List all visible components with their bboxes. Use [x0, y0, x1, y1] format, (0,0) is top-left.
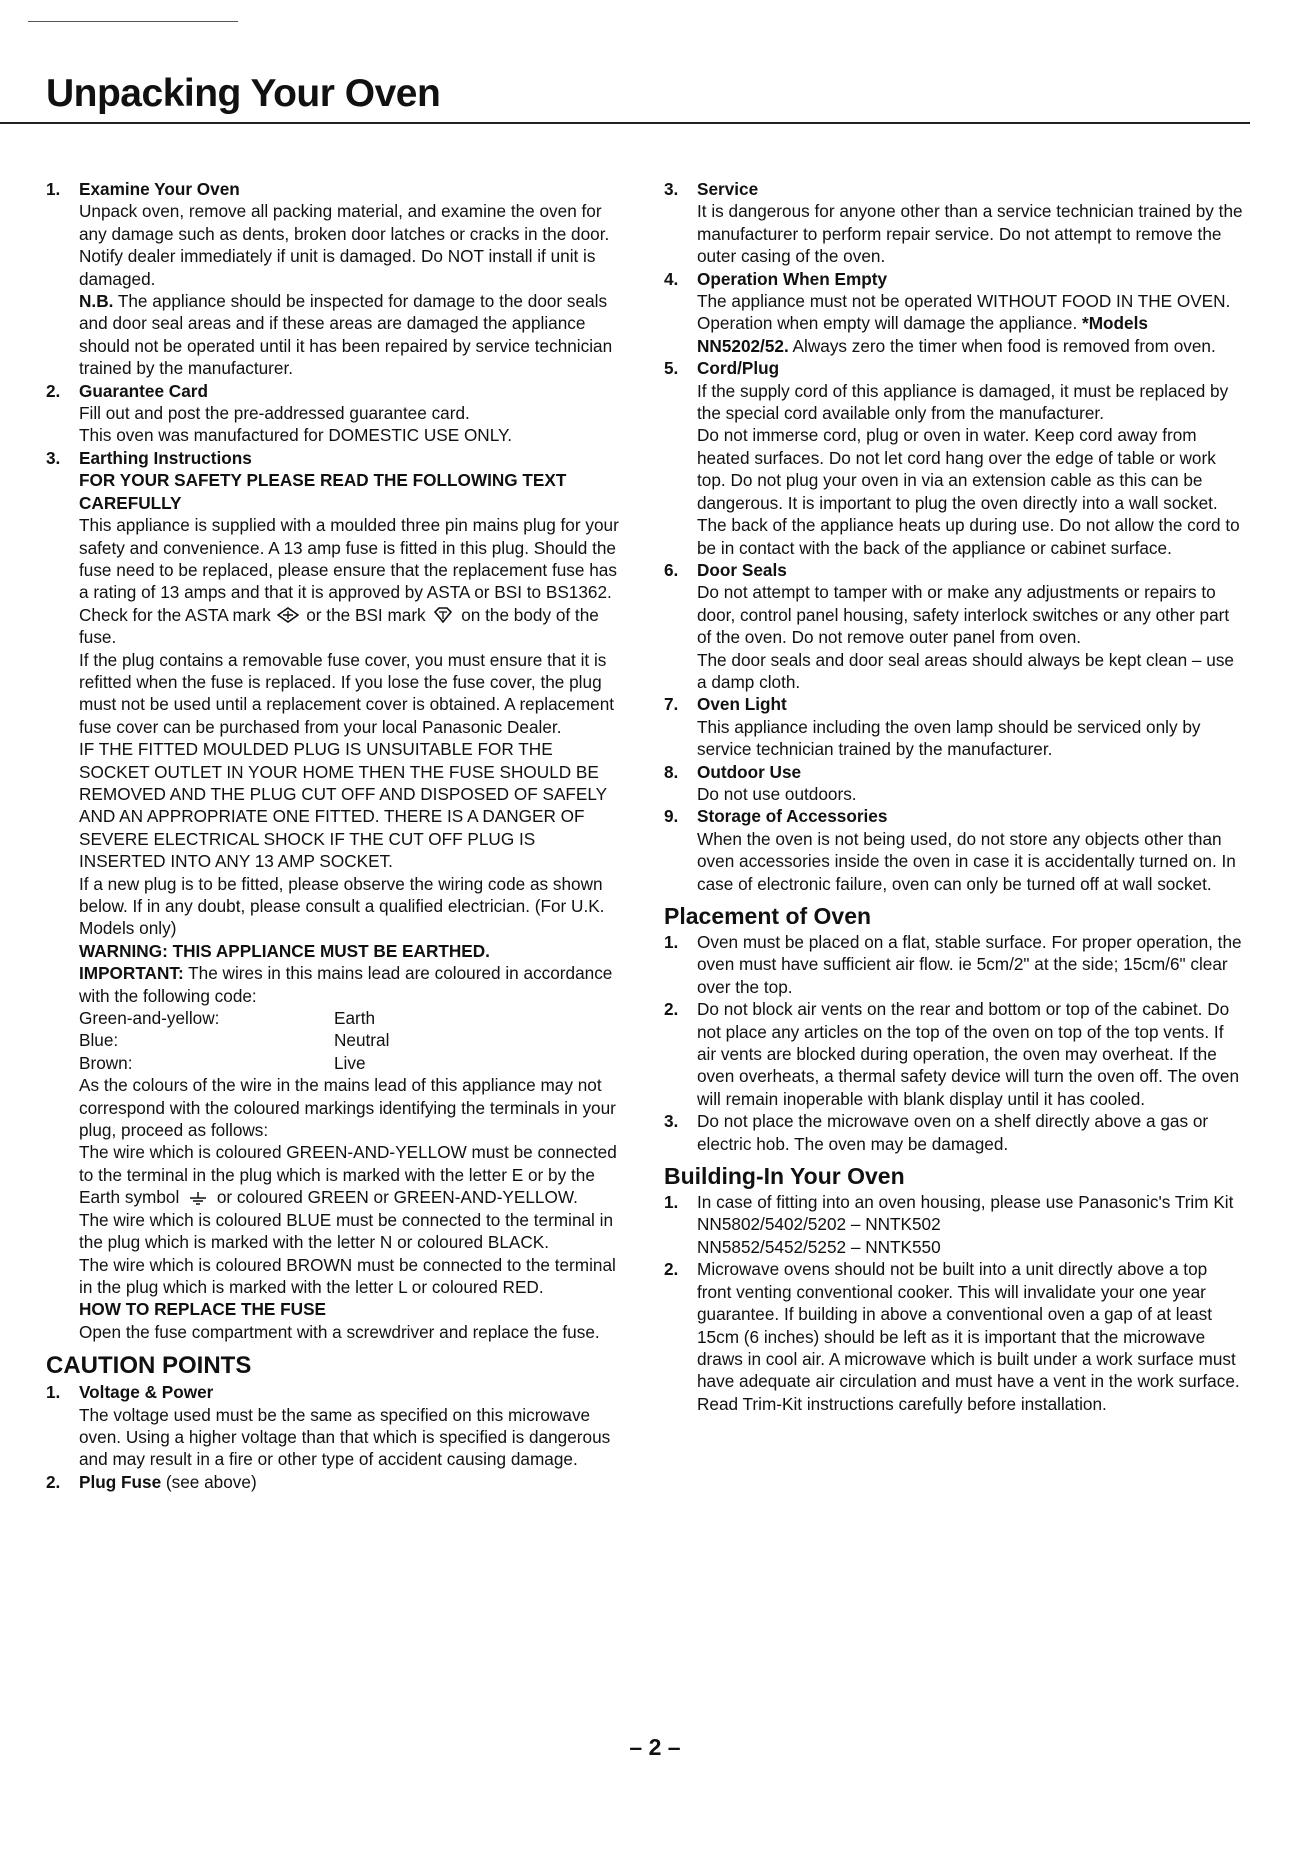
paragraph	[79, 1141, 626, 1208]
section-heading: Cord/Plug	[697, 358, 780, 379]
trim-kit-model: NN5802/5402/5202 – NNTK502	[697, 1214, 941, 1235]
paragraph: If the plug contains a removable fuse cover, you must ensure that it is refitted when the fuse is replaced. If you lose the fuse cover, the plug must not be used until a replacement cover is obtained. A replacement fuse cover can be purchased from your local Panasonic Dealer.	[79, 649, 615, 737]
section-heading: Voltage & Power	[79, 1382, 214, 1403]
section-voltage-power	[46, 1381, 626, 1471]
section-heading: Door Seals	[697, 559, 787, 580]
item-number: 1.	[46, 1382, 61, 1403]
wire-role: Earth	[334, 1008, 376, 1029]
paragraph: If the supply cord of this appliance is damaged, it must be replaced by the special cord available only from the manufacturer.	[697, 380, 1229, 424]
paragraph: Oven must be placed on a flat, stable surface. For proper operation, the oven must have sufficient air flow. ie 5cm/2" at the side; 15cm/6" clear over the top.	[697, 932, 1242, 997]
building-item	[664, 1258, 1244, 1415]
wire-color: Brown:	[79, 1052, 133, 1073]
wire-code-table	[79, 1007, 626, 1074]
paragraph	[79, 514, 626, 648]
paragraph: In case of fitting into an oven housing, please use Panasonic's Trim Kit	[697, 1192, 1234, 1213]
important-label: IMPORTANT:	[79, 963, 184, 984]
page-title: Unpacking Your Oven	[46, 72, 441, 115]
page-number: – 2 –	[629, 1734, 681, 1760]
building-item	[664, 1191, 1244, 1258]
section-heading: Examine Your Oven	[79, 179, 240, 199]
item-number: 2.	[664, 1259, 679, 1280]
item-number: 2.	[664, 999, 679, 1020]
section-heading: Plug Fuse	[79, 1471, 162, 1492]
item-number: 8.	[664, 761, 679, 782]
paragraph-text: or coloured GREEN or GREEN-AND-YELLOW.	[216, 1187, 578, 1208]
placement-item	[664, 931, 1244, 998]
paragraph: Fill out and post the pre-addressed guarantee card.	[79, 403, 470, 424]
paragraph: Unpack oven, remove all packing material, and examine the oven for any damage such as dents, broken door latches or cracks in the door. Notify dealer immediately if unit is damaged. Do NOT install if unit is damaged.	[79, 201, 610, 289]
paragraph-text: on the body of the fuse.	[79, 604, 599, 648]
caps-warning-paragraph: IF THE FITTED MOULDED PLUG IS UNSUITABLE FOR THE SOCKET OUTLET IN YOUR HOME THEN THE FUSE SHOULD BE REMOVED AND THE PLUG CUT OFF AND DISPOSED OF SAFELY AND AN APPROPRIATE ONE FITTED. THERE IS A DANGER OF SEVERE ELECTRICAL SHOCK IF THE CUT OFF PLUG IS INSERTED INTO ANY 13 AMP SOCKET.	[79, 739, 607, 872]
replace-fuse-heading: HOW TO REPLACE THE FUSE	[79, 1299, 327, 1320]
paragraph: The wire which is coloured BLUE must be connected to the terminal in the plug which is marked with the letter N or coloured BLACK.	[79, 1209, 614, 1253]
paragraph-text: This appliance is supplied with a moulded three pin mains plug for your safety and convenience. A 13 amp fuse is fitted in this plug. Should the fuse need to be replaced, please ensure that the replacement fuse has a rating of 13 amps and that it is approved by ASTA or BSI to BS1362. Check for the ASTA mark	[79, 515, 619, 625]
item-number: 2.	[46, 380, 61, 401]
section-outdoor-use	[664, 761, 1244, 806]
paragraph-text: The appliance must not be operated WITHOUT FOOD IN THE OVEN. Operation when empty will damage the appliance.	[697, 291, 1231, 334]
section-plug-fuse	[46, 1471, 626, 1493]
paragraph: Microwave ovens should not be built into a unit directly above a top front venting conventional cooker. This will invalidate your one year guarantee. If building in above a conventional oven a gap of at least 15cm (6 inches) should be left as it is important that the microwave draws in cool air. A microwave which is built under a work surface must have adequate air circulation and must have a vent in the work surface. Read Trim-Kit instructions carefully before installation.	[697, 1259, 1240, 1414]
section-cord-plug	[664, 357, 1244, 559]
asta-mark-icon	[277, 607, 299, 623]
building-in-heading: Building-In Your Oven	[664, 1163, 905, 1190]
paragraph-text: (see above)	[161, 1471, 257, 1492]
section-earthing-instructions	[46, 447, 626, 1343]
placement-item	[664, 1110, 1244, 1155]
paragraph: The door seals and door seal areas should always be kept clean – use a damp cloth.	[697, 649, 1234, 692]
wire-color: Green-and-yellow:	[79, 1008, 220, 1029]
paragraph: It is dangerous for anyone other than a service technician trained by the manufacturer to perform repair service. Do not attempt to remove the outer casing of the oven.	[697, 201, 1243, 267]
paragraph: The voltage used must be the same as specified on this microwave oven. Using a higher voltage than that which is specified is dangerous and may result in a fire or other type of accident causing damage.	[79, 1404, 611, 1470]
section-guarantee-card	[46, 380, 626, 447]
wire-color: Blue:	[79, 1030, 119, 1051]
paragraph: As the colours of the wire in the mains lead of this appliance may not correspond with the coloured markings identifying the terminals in your plug, proceed as follows:	[79, 1075, 616, 1141]
section-heading: Operation When Empty	[697, 268, 888, 289]
item-number: 6.	[664, 559, 679, 580]
trim-kit-model: NN5852/5452/5252 – NNTK550	[697, 1236, 941, 1257]
paragraph: If a new plug is to be fitted, please observe the wiring code as shown below. If in any doubt, please consult a qualified electrician. (For U.K. Models only)	[79, 873, 605, 939]
wire-role: Live	[334, 1052, 366, 1073]
item-number: 4.	[664, 268, 679, 289]
paragraph: Do not immerse cord, plug or oven in water. Keep cord away from heated surfaces. Do not let cord hang over the edge of table or work top. Do not plug your oven in via an extension cable as this can be dangerous. It is important to plug the oven directly into a wall socket. The back of the appliance heats up during use. Do not allow the cord to be in contact with the back of the appliance or cabinet surface.	[697, 425, 1240, 558]
nb-text: The appliance should be inspected for damage to the door seals and door seal areas and if these areas are damaged the appliance should not be operated until it has been repaired by service technician trained by the manufacturer.	[79, 291, 613, 379]
nb-paragraph	[79, 290, 626, 380]
right-column	[664, 178, 1244, 1415]
paragraph: Do not attempt to tamper with or make any adjustments or repairs to door, control panel housing, safety interlock switches or any other part of the oven. Do not remove outer panel from oven.	[697, 582, 1230, 648]
left-column	[46, 178, 626, 1493]
item-number: 9.	[664, 806, 679, 827]
paragraph-text: The wire which is coloured GREEN-AND-YELLOW must be connected to the terminal in the plug which is marked with the letter E or by the Earth symbol	[79, 1142, 617, 1208]
section-heading: Earthing Instructions	[79, 447, 252, 468]
item-number: 3.	[664, 179, 679, 199]
paragraph: This appliance including the oven lamp should be serviced only by service technician trained by the manufacturer.	[697, 716, 1201, 760]
section-door-seals	[664, 559, 1244, 693]
title-rule	[0, 122, 1250, 124]
section-heading: Storage of Accessories	[697, 806, 888, 827]
nb-label: N.B.	[79, 291, 114, 312]
top-scan-line	[28, 21, 238, 22]
placement-item	[664, 998, 1244, 1110]
section-operation-when-empty	[664, 268, 1244, 358]
section-heading: Guarantee Card	[79, 380, 208, 401]
placement-heading: Placement of Oven	[664, 903, 872, 929]
section-heading: Oven Light	[697, 694, 787, 715]
paragraph: Do not place the microwave oven on a shelf directly above a gas or electric hob. The oven may be damaged.	[697, 1111, 1209, 1154]
item-number: 3.	[664, 1111, 679, 1132]
plug-fuse-line	[79, 1471, 626, 1493]
important-text: The wires in this mains lead are coloured in accordance with the following code:	[79, 963, 613, 1006]
paragraph: The wire which is coloured BROWN must be connected to the terminal in the plug which is marked with the letter L or coloured RED.	[79, 1254, 616, 1297]
item-number: 3.	[46, 447, 61, 468]
earthed-warning: WARNING: THIS APPLIANCE MUST BE EARTHED.	[79, 940, 490, 961]
section-storage-of-accessories	[664, 805, 1244, 895]
paragraph: Open the fuse compartment with a screwdriver and replace the fuse.	[79, 1321, 600, 1342]
earth-symbol-icon	[187, 1192, 209, 1206]
important-paragraph	[79, 962, 626, 1007]
item-number: 1.	[664, 932, 679, 952]
section-oven-light	[664, 693, 1244, 760]
item-number: 2.	[46, 1471, 61, 1492]
caution-points-heading: CAUTION POINTS	[46, 1352, 252, 1380]
models-note: *Models NN5202/52.	[697, 313, 1148, 356]
safety-subheading: FOR YOUR SAFETY PLEASE READ THE FOLLOWING TEXT CAREFULLY	[79, 470, 567, 513]
item-number: 7.	[664, 694, 679, 715]
paragraph: This oven was manufactured for DOMESTIC USE ONLY.	[79, 425, 513, 446]
paragraph	[697, 290, 1244, 357]
section-heading: Outdoor Use	[697, 761, 802, 782]
bsi-kitemark-icon	[433, 606, 453, 624]
paragraph: Do not block air vents on the rear and bottom or top of the cabinet. Do not place any articles on the top of the oven on top of the top vents. If air vents are blocked during operation, the oven may overheat. If the oven overheats, a thermal safety device will turn the oven off. The oven will remain inoperable with blank display until it has cooled.	[697, 999, 1240, 1109]
item-number: 1.	[46, 179, 61, 199]
section-examine-your-oven	[46, 178, 626, 380]
section-service	[664, 178, 1244, 268]
item-number: 5.	[664, 358, 679, 379]
paragraph-text: Always zero the timer when food is removed from oven.	[788, 335, 1216, 356]
wire-role: Neutral	[334, 1030, 390, 1051]
paragraph: Do not use outdoors.	[697, 783, 857, 804]
section-heading: Service	[697, 179, 759, 199]
paragraph: When the oven is not being used, do not store any objects other than oven accessories inside the oven in case it is accidentally turned on. In case of electronic failure, oven can only be turned off at wall socket.	[697, 828, 1236, 894]
paragraph-text: or the BSI mark	[306, 604, 426, 625]
item-number: 1.	[664, 1192, 679, 1213]
